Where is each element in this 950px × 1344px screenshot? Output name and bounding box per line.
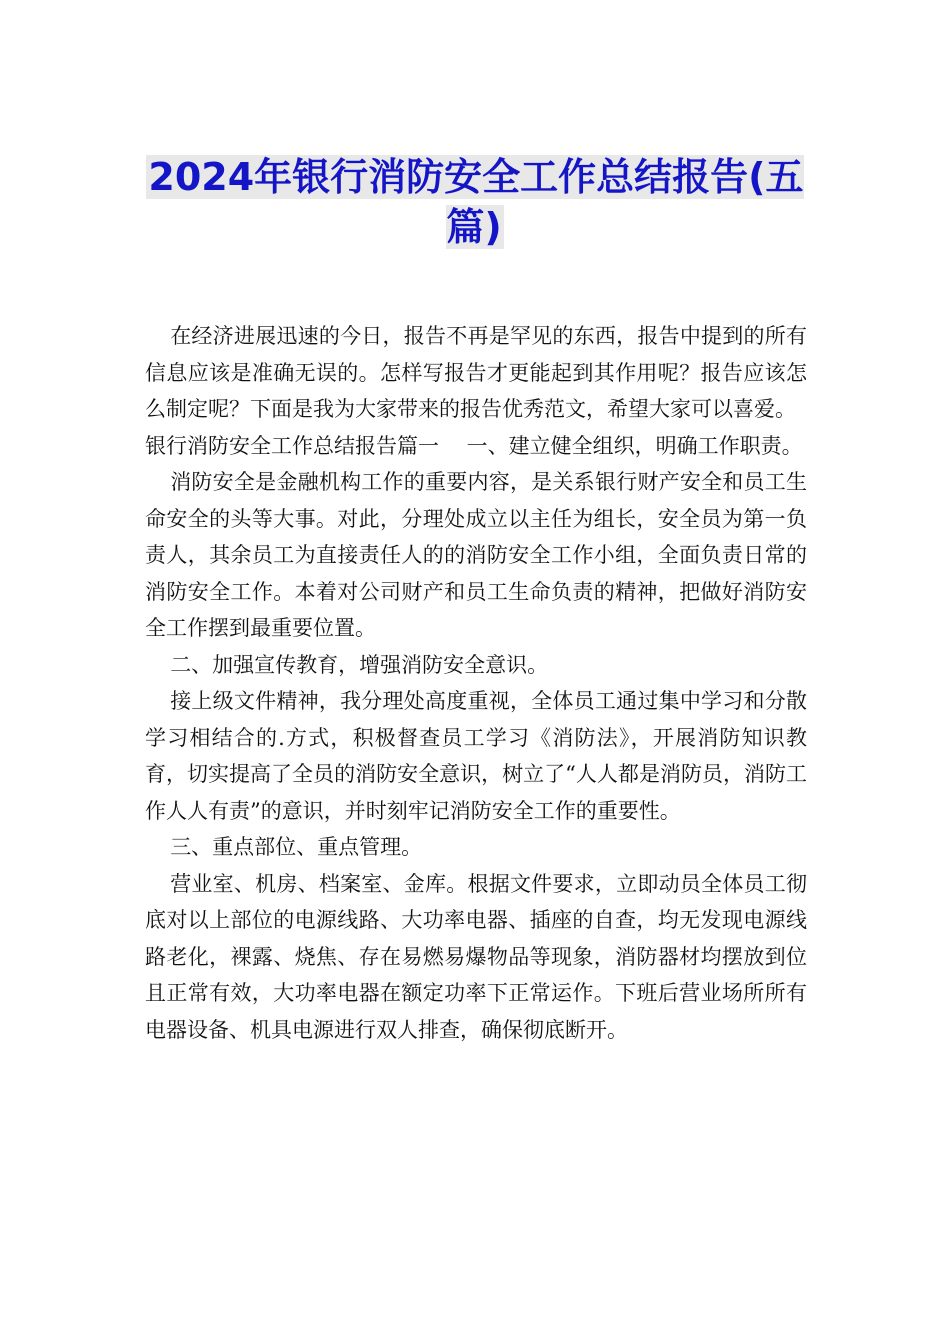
paragraph-organization: 消防安全是金融机构工作的重要内容，是关系银行财产安全和员工生命安全的头等大事。对此，分理处成立以主任为组长，安全员为第一负责人，其余员工为直接责任人的的消防安全工作小组，全面负责日常的消防安全工作。本着对公司财产和员工生命负责的精神，把做好消防安全工作摆到最重要位置。 <box>145 470 807 640</box>
document-title-text: 2024年银行消防安全工作总结报告(五篇) <box>148 155 804 249</box>
paragraph-heading-education: 二、加强宣传教育，增强消防安全意识。 <box>170 652 549 677</box>
paragraph-heading-key-areas: 三、重点部位、重点管理。 <box>170 835 423 859</box>
paragraph-intro: 在经济进展迅速的今日，报告不再是罕见的东西，报告中提到的所有信息应该是准确无误的。怎样写报告才更能起到其作用呢？报告应该怎么制定呢？下面是我为大家带来的报告优秀范文，希望大家可以喜爱。 <box>145 324 807 421</box>
document-body <box>145 318 807 1048</box>
paragraph-section-heading: 银行消防安全工作总结报告篇一 一、建立健全组织，明确工作职责。 <box>145 433 803 458</box>
paragraph-key-areas: 营业室、机房、档案室、金库。根据文件要求，立即动员全体员工彻底对以上部位的电源线路、大功率电器、插座的自查，均无发现电源线路老化，裸露、烧焦、存在易燃易爆物品等现象，消防器材均摆放到位且正常有效，大功率电器在额定功率下正常运作。下班后营业场所所有电器设备、机具电源进行双人排查，确保彻底断开。 <box>145 871 807 1042</box>
document-title <box>140 152 810 252</box>
paragraph-education: 接上级文件精神，我分理处高度重视，全体员工通过集中学习和分散学习相结合的.方式，积极督查员工学习《消防法》，开展消防知识教育，切实提高了全员的消防安全意识，树立了“人人都是消防员，消防工作人人有责”的意识，并时刻牢记消防安全工作的重要性。 <box>145 689 807 823</box>
